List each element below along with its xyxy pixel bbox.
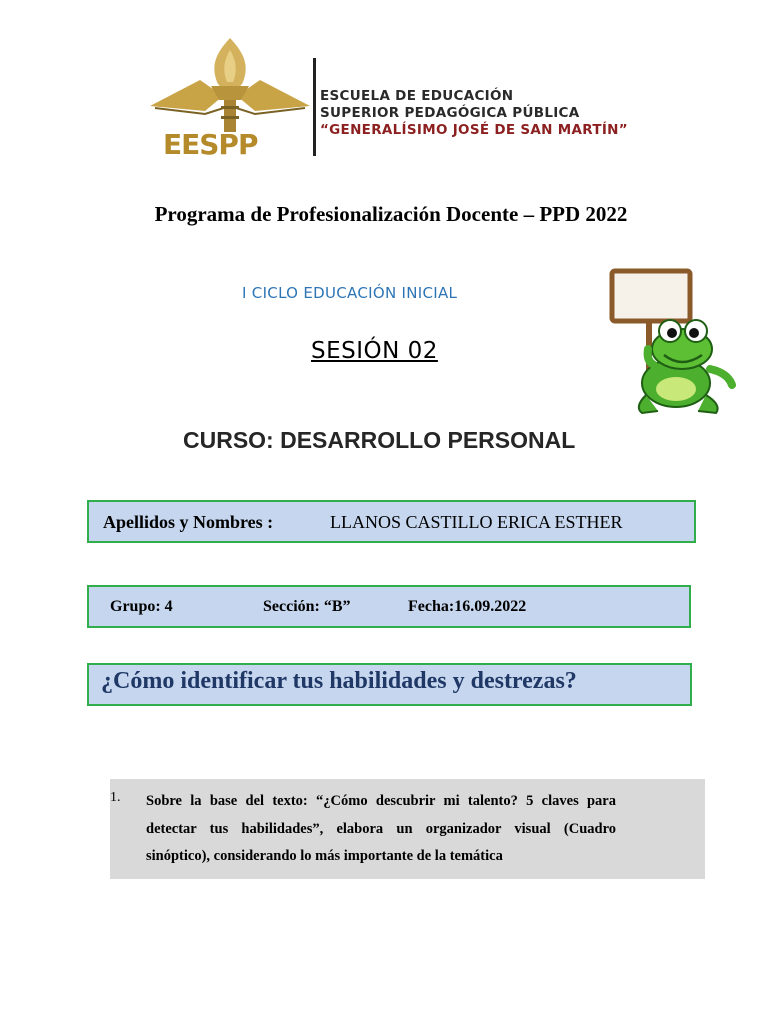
cycle-label: I CICLO EDUCACIÓN INICIAL (242, 284, 458, 302)
group-info-box (87, 585, 691, 628)
task-instruction: Sobre la base del texto: “¿Cómo descubrir mi talento? 5 claves para detectar tus habilidades”, elabora un organizador visual (Cuadro sinóptico), considerando lo más importante de la temática (146, 793, 616, 864)
program-title: Programa de Profesionalización Docente – PPD 2022 (154, 202, 628, 226)
task-number: 1. (110, 790, 121, 805)
torch-book-logo-icon (150, 38, 310, 132)
frog-holding-sign-icon (606, 265, 740, 417)
logo-acronym: EESPP (163, 128, 258, 161)
group-number: Grupo: 4 (110, 598, 173, 615)
student-name-label: Apellidos y Nombres : (103, 512, 274, 532)
course-title: CURSO: DESARROLLO PERSONAL (183, 427, 576, 453)
institution-line-3: “GENERALÍSIMO JOSÉ DE SAN MARTÍN” (320, 122, 628, 138)
institution-line-1: ESCUELA DE EDUCACIÓN (320, 88, 514, 104)
logo-separator (313, 58, 316, 156)
date-label: Fecha:16.09.2022 (408, 598, 527, 615)
institution-name (320, 88, 628, 139)
institution-line-2: SUPERIOR PEDAGÓGICA PÚBLICA (320, 105, 580, 121)
student-name-value: LLANOS CASTILLO ERICA ESTHER (330, 512, 623, 532)
session-title: SESIÓN 02 (311, 338, 438, 364)
section-label: Sección: “B” (263, 598, 351, 615)
question-heading: ¿Cómo identificar tus habilidades y destrezas? (101, 668, 577, 694)
